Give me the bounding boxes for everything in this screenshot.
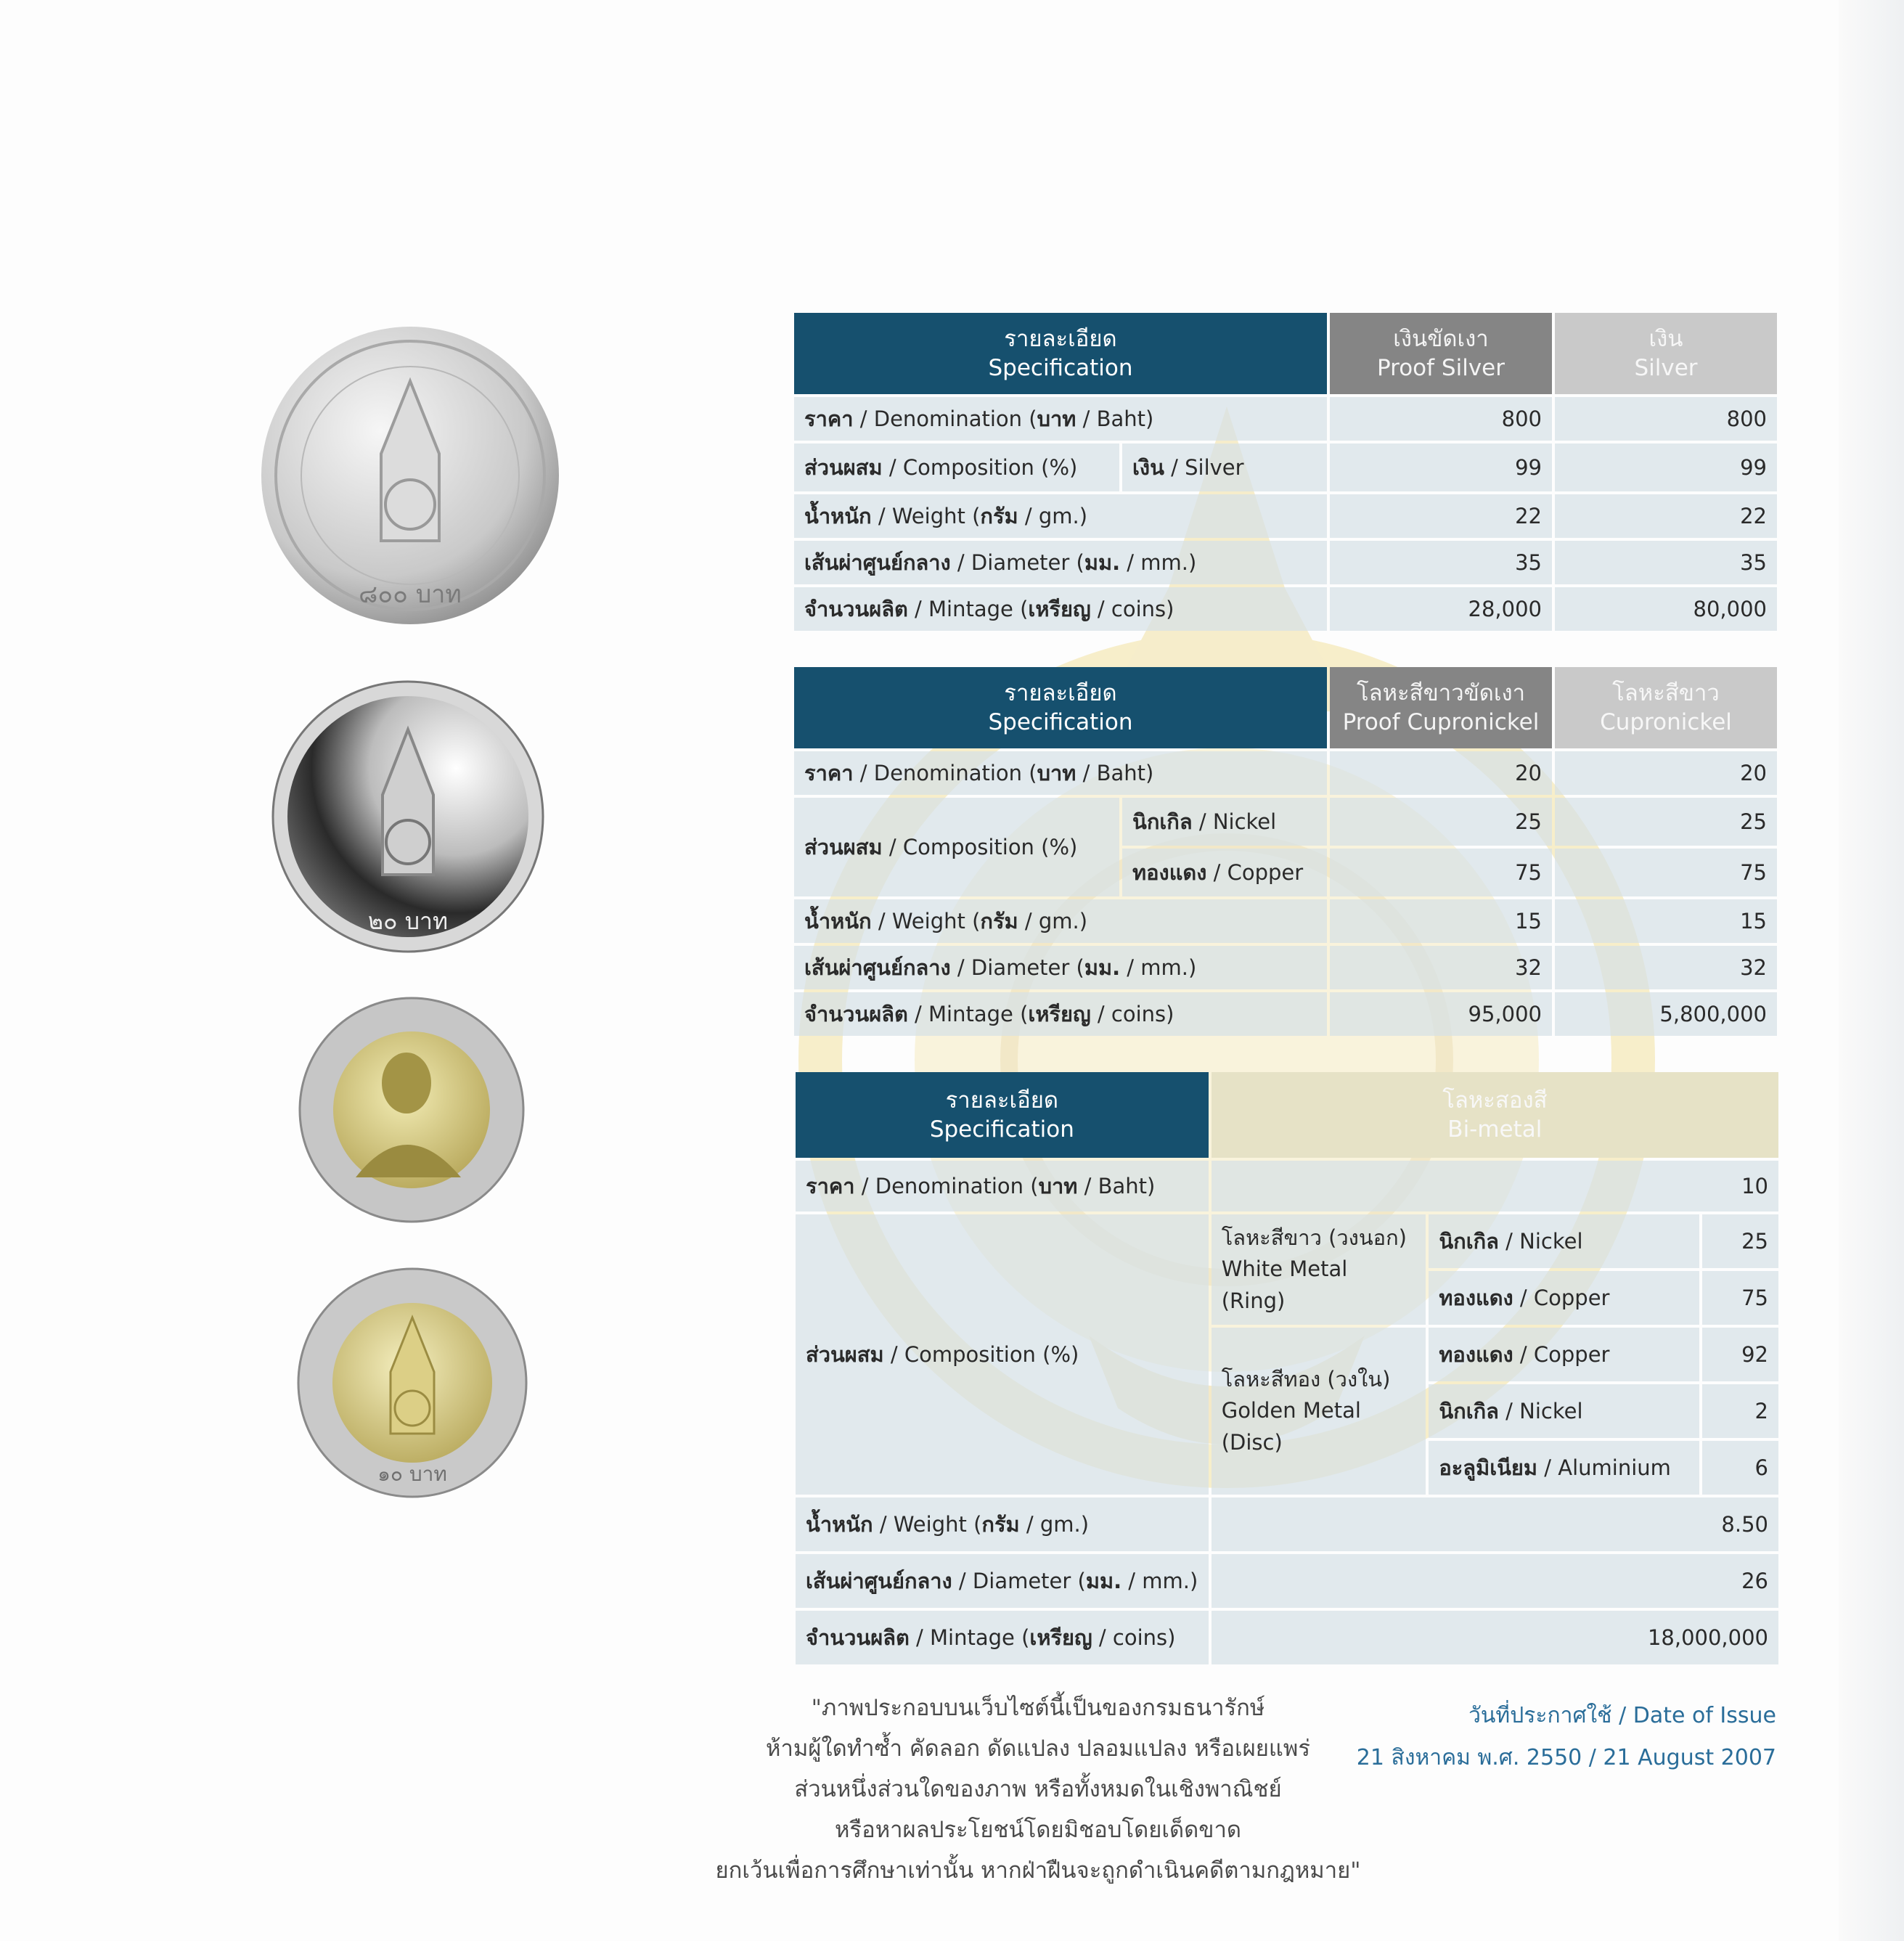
row-sublabel: นิกเกิล / Nickel xyxy=(1429,1214,1699,1268)
coin-legend: ๑๐ บาท xyxy=(377,1462,447,1486)
value-cell: 22 xyxy=(1330,494,1552,538)
notice-line: ยกเว้นเพื่อการศึกษาเท่านั้น หากฝ่าฝืนจะถูกดำเนินคดีตามกฎหมาย" xyxy=(715,1858,1361,1884)
row-sublabel: ทองแดง / Copper xyxy=(1429,1271,1699,1325)
value-cell: 15 xyxy=(1555,899,1777,943)
header-specification: รายละเอียด Specification xyxy=(796,1072,1209,1158)
value-cell: 28,000 xyxy=(1330,587,1552,631)
value-cell: 800 xyxy=(1555,397,1777,441)
notice-line: ห้ามผู้ใดทำซ้ำ คัดลอก ดัดแปลง ปลอมแปลง หรือเผยแพร่ xyxy=(766,1736,1310,1762)
row-label: ราคา / Denomination (บาท / Baht) xyxy=(794,751,1327,795)
row-label: น้ำหนัก / Weight (กรัม / gm.) xyxy=(794,899,1327,943)
row-label: เส้นผ่าศูนย์กลาง / Diameter (มม. / mm.) xyxy=(794,541,1327,584)
value-cell: 6 xyxy=(1702,1441,1778,1495)
spec-table-silver xyxy=(791,310,1780,634)
table-row xyxy=(796,1214,1778,1268)
table-row xyxy=(794,992,1777,1036)
notice-line: หรือหาผลประโยชน์โดยมิชอบโดยเด็ดขาด xyxy=(835,1817,1241,1843)
value-cell: 35 xyxy=(1330,541,1552,584)
header-proof-silver: เงินขัดเงา Proof Silver xyxy=(1330,313,1552,394)
value-cell: 26 xyxy=(1212,1554,1778,1608)
row-label: ส่วนผสม / Composition (%) xyxy=(796,1214,1209,1495)
row-sublabel: ทองแดง / Copper xyxy=(1429,1328,1699,1381)
value-cell: 2 xyxy=(1702,1384,1778,1438)
table-row xyxy=(794,946,1777,989)
header-bi-metal: โลหะสองสี Bi-metal xyxy=(1212,1072,1778,1158)
header-proof-cupronickel: โลหะสีขาวขัดเงา Proof Cupronickel xyxy=(1330,667,1552,748)
value-cell: 32 xyxy=(1555,946,1777,989)
coin-20-baht xyxy=(270,679,546,955)
value-cell: 80,000 xyxy=(1555,587,1777,631)
page-edge-shadow xyxy=(1839,0,1904,1941)
notice-line: ส่วนหนึ่งส่วนใดของภาพ หรือทั้งหมดในเชิงพาณิชย์ xyxy=(794,1776,1282,1802)
row-label: เส้นผ่าศูนย์กลาง / Diameter (มม. / mm.) xyxy=(796,1554,1209,1608)
table-row xyxy=(794,397,1777,441)
header-cupronickel: โลหะสีขาว Cupronickel xyxy=(1555,667,1777,748)
table-row xyxy=(796,1497,1778,1551)
coin-10-baht-reverse xyxy=(296,1267,528,1499)
value-cell: 99 xyxy=(1330,444,1552,491)
value-cell: 20 xyxy=(1555,751,1777,795)
value-cell: 5,800,000 xyxy=(1555,992,1777,1036)
spec-table-bimetal xyxy=(793,1069,1781,1667)
issue-label: วันที่ประกาศใช้ / Date of Issue xyxy=(1468,1703,1776,1728)
row-label: น้ำหนัก / Weight (กรัม / gm.) xyxy=(794,494,1327,538)
issue-date: 21 สิงหาคม พ.ศ. 2550 / 21 August 2007 xyxy=(1356,1745,1776,1770)
ring-label: โลหะสีขาว (วงนอก) White Metal (Ring) xyxy=(1212,1214,1426,1325)
row-label: ส่วนผสม / Composition (%) xyxy=(794,444,1119,491)
notice-line: "ภาพประกอบบนเว็บไซต์นี้เป็นของกรมธนารักษ์ xyxy=(811,1695,1265,1721)
value-cell: 10 xyxy=(1212,1161,1778,1211)
row-label: เส้นผ่าศูนย์กลาง / Diameter (มม. / mm.) xyxy=(794,946,1327,989)
value-cell: 25 xyxy=(1702,1214,1778,1268)
value-cell: 75 xyxy=(1555,849,1777,896)
row-sublabel: เงิน / Silver xyxy=(1122,444,1327,491)
value-cell: 92 xyxy=(1702,1328,1778,1381)
coin-legend: ๘๐๐ บาท xyxy=(359,580,462,609)
value-cell: 25 xyxy=(1555,798,1777,846)
coin-legend: ๒๐ บาท xyxy=(367,907,449,935)
value-cell: 800 xyxy=(1330,397,1552,441)
row-label: จำนวนผลิต / Mintage (เหรียญ / coins) xyxy=(794,587,1327,631)
table-row xyxy=(794,494,1777,538)
row-label: จำนวนผลิต / Mintage (เหรียญ / coins) xyxy=(794,992,1327,1036)
value-cell: 25 xyxy=(1330,798,1552,846)
value-cell: 18,000,000 xyxy=(1212,1611,1778,1664)
spec-table-cupronickel xyxy=(791,664,1780,1039)
value-cell: 95,000 xyxy=(1330,992,1552,1036)
row-label: ราคา / Denomination (บาท / Baht) xyxy=(796,1161,1209,1211)
table-row xyxy=(794,751,1777,795)
value-cell: 99 xyxy=(1555,444,1777,491)
copyright-notice xyxy=(617,1688,1459,1891)
row-sublabel: อะลูมิเนียม / Aluminium xyxy=(1429,1441,1699,1495)
value-cell: 32 xyxy=(1330,946,1552,989)
value-cell: 22 xyxy=(1555,494,1777,538)
row-label: จำนวนผลิต / Mintage (เหรียญ / coins) xyxy=(796,1611,1209,1664)
value-cell: 8.50 xyxy=(1212,1497,1778,1551)
table-row xyxy=(796,1161,1778,1211)
table-row xyxy=(794,798,1777,846)
row-sublabel: นิกเกิล / Nickel xyxy=(1429,1384,1699,1438)
header-specification: รายละเอียด Specification xyxy=(794,667,1327,748)
table-row xyxy=(794,444,1777,491)
header-silver: เงิน Silver xyxy=(1555,313,1777,394)
disc-label: โลหะสีทอง (วงใน) Golden Metal (Disc) xyxy=(1212,1328,1426,1495)
row-label: ส่วนผสม / Composition (%) xyxy=(794,798,1119,896)
header-specification: รายละเอียด Specification xyxy=(794,313,1327,394)
table-row xyxy=(794,541,1777,584)
row-label: น้ำหนัก / Weight (กรัม / gm.) xyxy=(796,1497,1209,1551)
value-cell: 75 xyxy=(1330,849,1552,896)
value-cell: 20 xyxy=(1330,751,1552,795)
table-row xyxy=(794,587,1777,631)
table-row xyxy=(794,899,1777,943)
row-sublabel: ทองแดง / Copper xyxy=(1122,849,1327,896)
value-cell: 75 xyxy=(1702,1271,1778,1325)
coin-800-baht xyxy=(258,323,563,628)
date-of-issue xyxy=(1357,1695,1776,1779)
coin-10-baht-obverse xyxy=(298,996,526,1225)
row-label: ราคา / Denomination (บาท / Baht) xyxy=(794,397,1327,441)
value-cell: 35 xyxy=(1555,541,1777,584)
table-row xyxy=(796,1554,1778,1608)
value-cell: 15 xyxy=(1330,899,1552,943)
table-row xyxy=(796,1611,1778,1664)
row-sublabel: นิกเกิล / Nickel xyxy=(1122,798,1327,846)
